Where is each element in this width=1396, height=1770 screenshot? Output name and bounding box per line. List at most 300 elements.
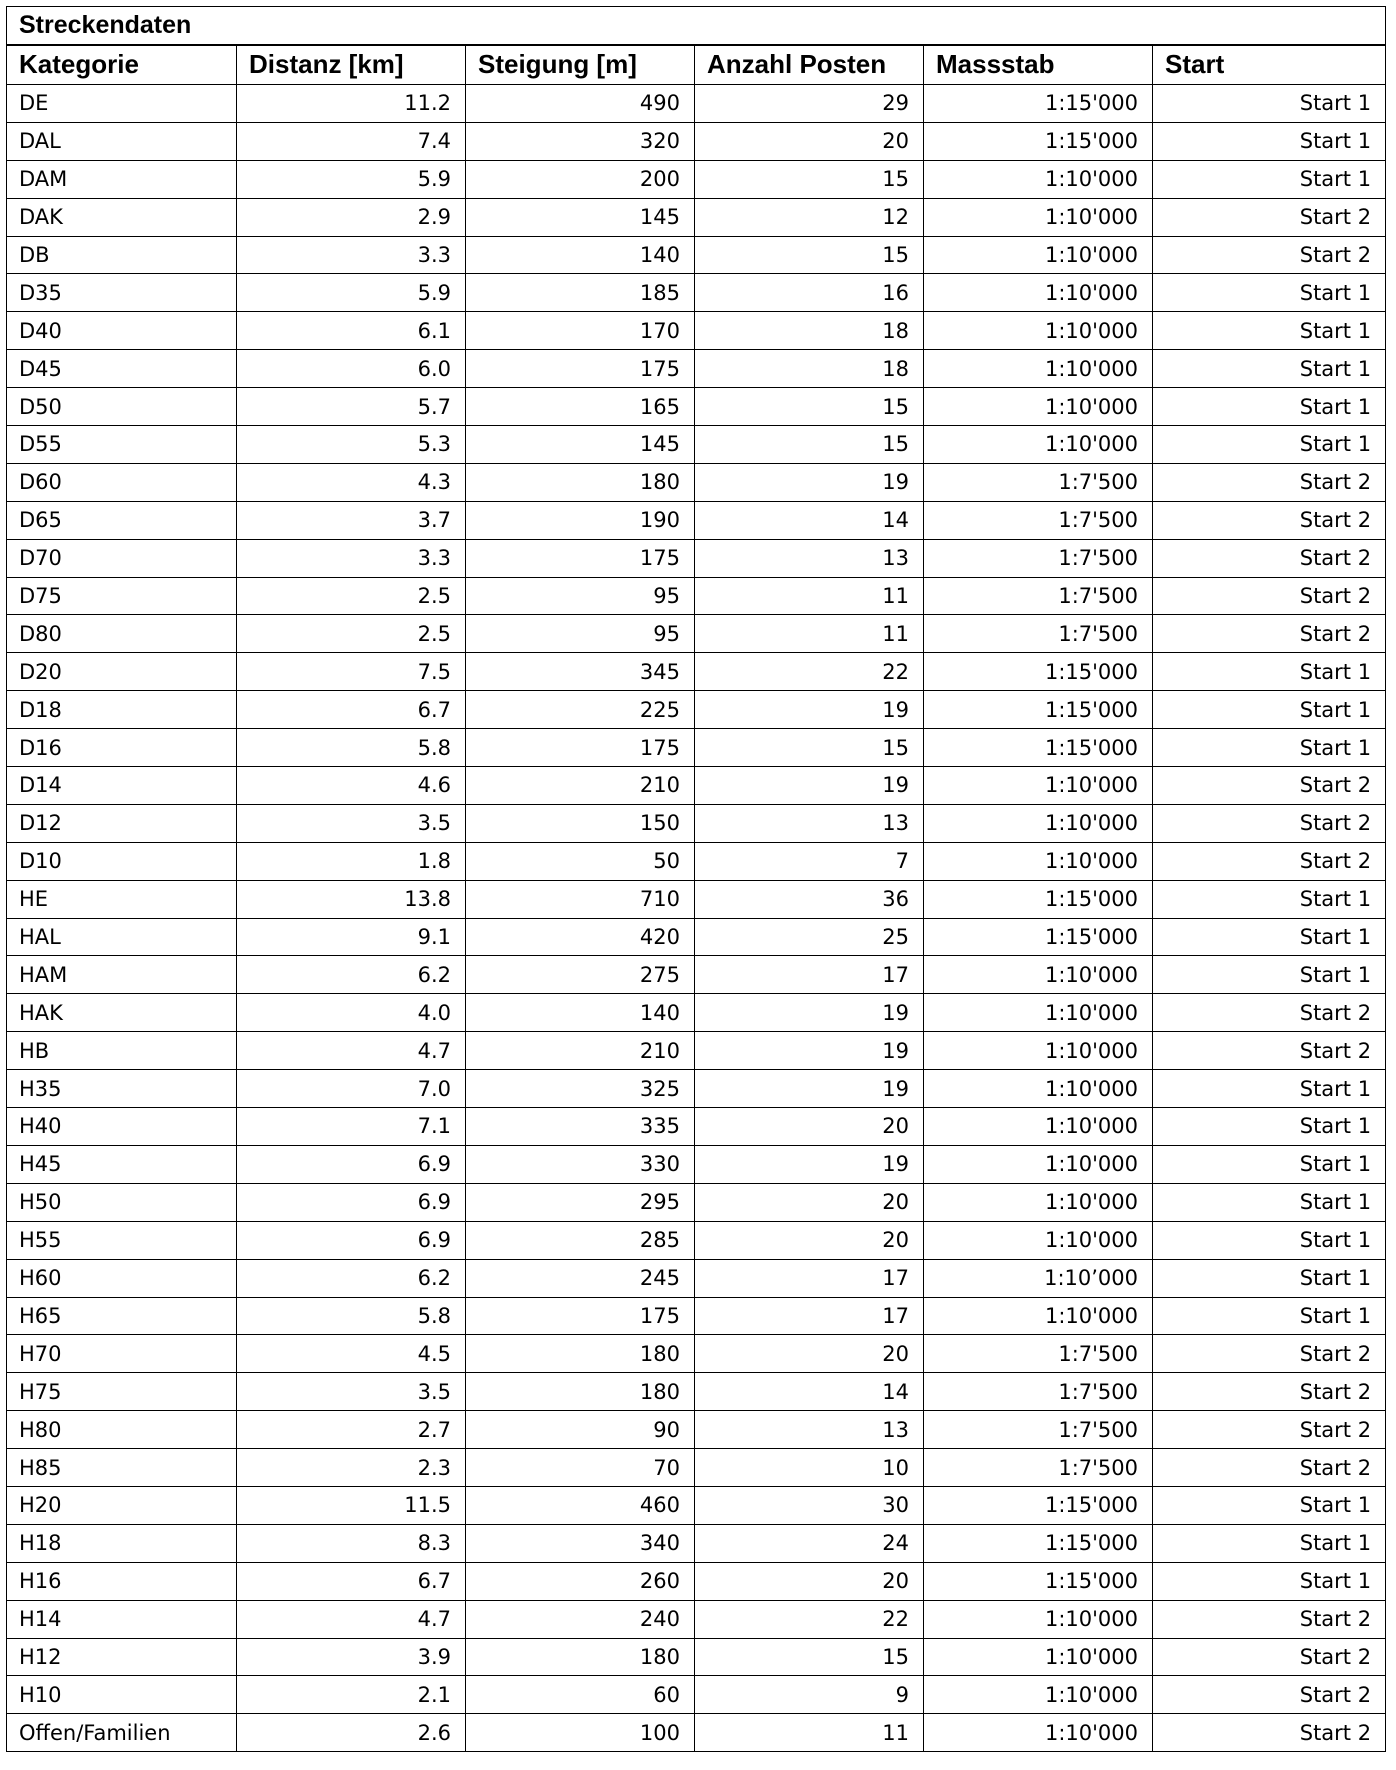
cell-climb: 170 <box>466 312 695 350</box>
cell-start: Start 1 <box>1153 388 1386 426</box>
cell-scale: 1:10'000 <box>924 1600 1153 1638</box>
cell-climb: 140 <box>466 236 695 274</box>
cell-scale: 1:7'500 <box>924 615 1153 653</box>
cell-distance: 9.1 <box>237 918 466 956</box>
cell-climb: 95 <box>466 615 695 653</box>
cell-scale: 1:10'000 <box>924 274 1153 312</box>
cell-distance: 6.9 <box>237 1221 466 1259</box>
table-row <box>7 1259 1386 1297</box>
cell-climb: 60 <box>466 1676 695 1714</box>
cell-category: D45 <box>7 350 237 388</box>
column-header-start: Start <box>1153 45 1386 85</box>
cell-climb: 225 <box>466 691 695 729</box>
table-row <box>7 691 1386 729</box>
table-row <box>7 1449 1386 1487</box>
table-row <box>7 501 1386 539</box>
cell-distance: 2.5 <box>237 615 466 653</box>
table-row <box>7 880 1386 918</box>
cell-climb: 285 <box>466 1221 695 1259</box>
cell-distance: 3.7 <box>237 501 466 539</box>
cell-climb: 295 <box>466 1183 695 1221</box>
cell-start: Start 1 <box>1153 274 1386 312</box>
cell-scale: 1:10'000 <box>924 160 1153 198</box>
cell-start: Start 1 <box>1153 729 1386 767</box>
cell-distance: 2.6 <box>237 1714 466 1752</box>
cell-climb: 275 <box>466 956 695 994</box>
title-row <box>7 7 1386 45</box>
cell-climb: 140 <box>466 994 695 1032</box>
cell-scale: 1:10'000 <box>924 767 1153 805</box>
cell-climb: 320 <box>466 122 695 160</box>
cell-controls: 9 <box>695 1676 924 1714</box>
cell-distance: 5.8 <box>237 1297 466 1335</box>
cell-controls: 13 <box>695 804 924 842</box>
cell-start: Start 1 <box>1153 918 1386 956</box>
table-row <box>7 956 1386 994</box>
cell-controls: 15 <box>695 160 924 198</box>
table-row <box>7 539 1386 577</box>
cell-climb: 185 <box>466 274 695 312</box>
cell-controls: 13 <box>695 539 924 577</box>
cell-scale: 1:15'000 <box>924 1486 1153 1524</box>
cell-start: Start 2 <box>1153 1676 1386 1714</box>
cell-climb: 50 <box>466 842 695 880</box>
cell-category: DAL <box>7 122 237 160</box>
cell-scale: 1:10'000 <box>924 1108 1153 1146</box>
cell-scale: 1:10'000 <box>924 1070 1153 1108</box>
cell-distance: 4.0 <box>237 994 466 1032</box>
cell-scale: 1:10'000 <box>924 842 1153 880</box>
cell-controls: 7 <box>695 842 924 880</box>
column-header-category: Kategorie <box>7 45 237 85</box>
cell-start: Start 1 <box>1153 653 1386 691</box>
cell-category: D35 <box>7 274 237 312</box>
cell-controls: 20 <box>695 1335 924 1373</box>
cell-distance: 3.5 <box>237 804 466 842</box>
cell-distance: 6.2 <box>237 1259 466 1297</box>
table-row <box>7 388 1386 426</box>
table-row <box>7 122 1386 160</box>
cell-start: Start 2 <box>1153 198 1386 236</box>
table-row <box>7 198 1386 236</box>
cell-scale: 1:10’000 <box>924 1259 1153 1297</box>
cell-scale: 1:10'000 <box>924 1183 1153 1221</box>
cell-climb: 165 <box>466 388 695 426</box>
cell-start: Start 1 <box>1153 880 1386 918</box>
column-header-scale: Massstab <box>924 45 1153 85</box>
cell-controls: 12 <box>695 198 924 236</box>
cell-controls: 36 <box>695 880 924 918</box>
cell-climb: 210 <box>466 1032 695 1070</box>
cell-climb: 70 <box>466 1449 695 1487</box>
cell-scale: 1:10'000 <box>924 1145 1153 1183</box>
table-row <box>7 1297 1386 1335</box>
cell-category: H18 <box>7 1524 237 1562</box>
cell-climb: 145 <box>466 426 695 464</box>
cell-category: H40 <box>7 1108 237 1146</box>
cell-distance: 6.7 <box>237 691 466 729</box>
cell-controls: 20 <box>695 122 924 160</box>
cell-category: H80 <box>7 1411 237 1449</box>
cell-scale: 1:15'000 <box>924 691 1153 729</box>
cell-climb: 175 <box>466 1297 695 1335</box>
cell-climb: 190 <box>466 501 695 539</box>
cell-start: Start 2 <box>1153 1449 1386 1487</box>
cell-controls: 10 <box>695 1449 924 1487</box>
table-row <box>7 729 1386 767</box>
cell-category: H14 <box>7 1600 237 1638</box>
cell-start: Start 2 <box>1153 1032 1386 1070</box>
cell-category: D80 <box>7 615 237 653</box>
cell-scale: 1:7'500 <box>924 1373 1153 1411</box>
cell-scale: 1:10'000 <box>924 1032 1153 1070</box>
table-row <box>7 1638 1386 1676</box>
cell-distance: 11.2 <box>237 85 466 123</box>
cell-category: HAM <box>7 956 237 994</box>
cell-distance: 7.5 <box>237 653 466 691</box>
cell-category: D50 <box>7 388 237 426</box>
cell-category: D55 <box>7 426 237 464</box>
table-row <box>7 274 1386 312</box>
cell-controls: 14 <box>695 501 924 539</box>
table-row <box>7 350 1386 388</box>
cell-controls: 19 <box>695 767 924 805</box>
cell-controls: 30 <box>695 1486 924 1524</box>
cell-category: D10 <box>7 842 237 880</box>
cell-scale: 1:10'000 <box>924 804 1153 842</box>
cell-distance: 13.8 <box>237 880 466 918</box>
cell-controls: 19 <box>695 1145 924 1183</box>
cell-distance: 5.9 <box>237 274 466 312</box>
cell-distance: 4.3 <box>237 463 466 501</box>
cell-climb: 175 <box>466 350 695 388</box>
table-row <box>7 312 1386 350</box>
cell-climb: 90 <box>466 1411 695 1449</box>
cell-climb: 95 <box>466 577 695 615</box>
cell-climb: 180 <box>466 1335 695 1373</box>
cell-start: Start 1 <box>1153 85 1386 123</box>
cell-scale: 1:7'500 <box>924 1449 1153 1487</box>
cell-controls: 11 <box>695 615 924 653</box>
cell-category: H50 <box>7 1183 237 1221</box>
cell-controls: 20 <box>695 1183 924 1221</box>
cell-category: H12 <box>7 1638 237 1676</box>
cell-start: Start 1 <box>1153 1183 1386 1221</box>
cell-distance: 6.9 <box>237 1183 466 1221</box>
cell-category: D18 <box>7 691 237 729</box>
table-row <box>7 994 1386 1032</box>
cell-category: D60 <box>7 463 237 501</box>
cell-controls: 15 <box>695 388 924 426</box>
cell-scale: 1:7'500 <box>924 539 1153 577</box>
cell-start: Start 1 <box>1153 1070 1386 1108</box>
cell-start: Start 1 <box>1153 1145 1386 1183</box>
cell-climb: 180 <box>466 463 695 501</box>
cell-start: Start 2 <box>1153 1638 1386 1676</box>
cell-distance: 7.0 <box>237 1070 466 1108</box>
table-row <box>7 767 1386 805</box>
cell-scale: 1:7'500 <box>924 501 1153 539</box>
cell-start: Start 1 <box>1153 1108 1386 1146</box>
table-row <box>7 615 1386 653</box>
cell-scale: 1:15'000 <box>924 122 1153 160</box>
cell-distance: 6.7 <box>237 1562 466 1600</box>
cell-climb: 345 <box>466 653 695 691</box>
cell-category: D65 <box>7 501 237 539</box>
cell-distance: 6.2 <box>237 956 466 994</box>
cell-distance: 2.1 <box>237 1676 466 1714</box>
cell-climb: 260 <box>466 1562 695 1600</box>
cell-climb: 180 <box>466 1638 695 1676</box>
cell-category: Offen/Familien <box>7 1714 237 1752</box>
cell-distance: 5.3 <box>237 426 466 464</box>
cell-scale: 1:7'500 <box>924 463 1153 501</box>
cell-climb: 145 <box>466 198 695 236</box>
cell-scale: 1:15'000 <box>924 653 1153 691</box>
table-row <box>7 1183 1386 1221</box>
table-row <box>7 842 1386 880</box>
cell-start: Start 2 <box>1153 994 1386 1032</box>
table-row <box>7 1335 1386 1373</box>
table-row <box>7 1070 1386 1108</box>
cell-controls: 20 <box>695 1562 924 1600</box>
cell-start: Start 2 <box>1153 1373 1386 1411</box>
cell-scale: 1:10'000 <box>924 312 1153 350</box>
cell-climb: 710 <box>466 880 695 918</box>
table-row <box>7 160 1386 198</box>
table-row <box>7 1562 1386 1600</box>
cell-scale: 1:10'000 <box>924 1638 1153 1676</box>
cell-distance: 4.7 <box>237 1032 466 1070</box>
cell-category: HAL <box>7 918 237 956</box>
cell-category: D14 <box>7 767 237 805</box>
cell-scale: 1:10'000 <box>924 388 1153 426</box>
cell-start: Start 1 <box>1153 312 1386 350</box>
cell-climb: 150 <box>466 804 695 842</box>
cell-distance: 7.4 <box>237 122 466 160</box>
cell-category: H85 <box>7 1449 237 1487</box>
cell-category: DB <box>7 236 237 274</box>
cell-controls: 11 <box>695 577 924 615</box>
cell-start: Start 1 <box>1153 1524 1386 1562</box>
cell-start: Start 1 <box>1153 1562 1386 1600</box>
cell-climb: 240 <box>466 1600 695 1638</box>
cell-category: DAM <box>7 160 237 198</box>
cell-scale: 1:15'000 <box>924 85 1153 123</box>
cell-distance: 2.5 <box>237 577 466 615</box>
cell-category: H35 <box>7 1070 237 1108</box>
cell-start: Start 1 <box>1153 1486 1386 1524</box>
cell-category: DAK <box>7 198 237 236</box>
cell-climb: 200 <box>466 160 695 198</box>
cell-scale: 1:15'000 <box>924 1562 1153 1600</box>
cell-start: Start 2 <box>1153 1714 1386 1752</box>
cell-start: Start 2 <box>1153 1335 1386 1373</box>
cell-controls: 19 <box>695 1070 924 1108</box>
cell-controls: 19 <box>695 994 924 1032</box>
cell-distance: 6.9 <box>237 1145 466 1183</box>
cell-category: H20 <box>7 1486 237 1524</box>
cell-category: HAK <box>7 994 237 1032</box>
cell-controls: 13 <box>695 1411 924 1449</box>
cell-controls: 18 <box>695 312 924 350</box>
cell-category: H10 <box>7 1676 237 1714</box>
cell-category: D16 <box>7 729 237 767</box>
cell-controls: 17 <box>695 956 924 994</box>
cell-distance: 4.5 <box>237 1335 466 1373</box>
cell-distance: 2.3 <box>237 1449 466 1487</box>
cell-scale: 1:7'500 <box>924 1411 1153 1449</box>
cell-climb: 490 <box>466 85 695 123</box>
header-row <box>7 45 1386 85</box>
cell-climb: 330 <box>466 1145 695 1183</box>
cell-climb: 325 <box>466 1070 695 1108</box>
cell-start: Start 1 <box>1153 1297 1386 1335</box>
cell-distance: 2.9 <box>237 198 466 236</box>
cell-controls: 25 <box>695 918 924 956</box>
table-title: Streckendaten <box>7 7 1386 45</box>
cell-category: D70 <box>7 539 237 577</box>
table-row <box>7 653 1386 691</box>
cell-distance: 3.3 <box>237 236 466 274</box>
cell-controls: 19 <box>695 463 924 501</box>
cell-category: H60 <box>7 1259 237 1297</box>
cell-category: D40 <box>7 312 237 350</box>
cell-start: Start 1 <box>1153 426 1386 464</box>
table-row <box>7 1411 1386 1449</box>
cell-start: Start 2 <box>1153 767 1386 805</box>
cell-climb: 180 <box>466 1373 695 1411</box>
cell-controls: 20 <box>695 1108 924 1146</box>
cell-controls: 20 <box>695 1221 924 1259</box>
cell-controls: 22 <box>695 1600 924 1638</box>
cell-category: D12 <box>7 804 237 842</box>
cell-start: Start 2 <box>1153 1600 1386 1638</box>
cell-category: HE <box>7 880 237 918</box>
table-row <box>7 1600 1386 1638</box>
cell-scale: 1:15'000 <box>924 880 1153 918</box>
cell-distance: 11.5 <box>237 1486 466 1524</box>
cell-start: Start 2 <box>1153 842 1386 880</box>
cell-category: H55 <box>7 1221 237 1259</box>
cell-scale: 1:10'000 <box>924 994 1153 1032</box>
table-row <box>7 1221 1386 1259</box>
cell-controls: 18 <box>695 350 924 388</box>
table-row <box>7 463 1386 501</box>
cell-start: Start 2 <box>1153 1411 1386 1449</box>
cell-controls: 29 <box>695 85 924 123</box>
cell-category: HB <box>7 1032 237 1070</box>
cell-distance: 6.1 <box>237 312 466 350</box>
column-header-climb: Steigung [m] <box>466 45 695 85</box>
cell-controls: 16 <box>695 274 924 312</box>
cell-distance: 6.0 <box>237 350 466 388</box>
cell-start: Start 2 <box>1153 539 1386 577</box>
cell-start: Start 2 <box>1153 615 1386 653</box>
cell-controls: 14 <box>695 1373 924 1411</box>
cell-start: Start 1 <box>1153 350 1386 388</box>
cell-distance: 8.3 <box>237 1524 466 1562</box>
cell-category: H65 <box>7 1297 237 1335</box>
cell-distance: 4.6 <box>237 767 466 805</box>
cell-category: H75 <box>7 1373 237 1411</box>
table-body <box>7 85 1386 1752</box>
cell-controls: 15 <box>695 236 924 274</box>
cell-scale: 1:10'000 <box>924 1676 1153 1714</box>
cell-controls: 15 <box>695 426 924 464</box>
cell-scale: 1:10'000 <box>924 350 1153 388</box>
column-header-controls: Anzahl Posten <box>695 45 924 85</box>
cell-controls: 19 <box>695 691 924 729</box>
cell-controls: 22 <box>695 653 924 691</box>
cell-start: Start 1 <box>1153 122 1386 160</box>
table-row <box>7 804 1386 842</box>
cell-climb: 175 <box>466 539 695 577</box>
table-row <box>7 1524 1386 1562</box>
cell-scale: 1:10'000 <box>924 426 1153 464</box>
cell-start: Start 1 <box>1153 691 1386 729</box>
cell-climb: 335 <box>466 1108 695 1146</box>
table-row <box>7 1714 1386 1752</box>
cell-climb: 420 <box>466 918 695 956</box>
cell-scale: 1:10'000 <box>924 1297 1153 1335</box>
cell-scale: 1:15'000 <box>924 918 1153 956</box>
table-row <box>7 1145 1386 1183</box>
course-data-table <box>6 6 1386 1752</box>
cell-distance: 3.5 <box>237 1373 466 1411</box>
cell-distance: 5.9 <box>237 160 466 198</box>
cell-start: Start 2 <box>1153 804 1386 842</box>
cell-climb: 100 <box>466 1714 695 1752</box>
cell-scale: 1:10'000 <box>924 236 1153 274</box>
cell-controls: 11 <box>695 1714 924 1752</box>
cell-start: Start 1 <box>1153 160 1386 198</box>
cell-distance: 3.9 <box>237 1638 466 1676</box>
cell-controls: 17 <box>695 1259 924 1297</box>
cell-distance: 3.3 <box>237 539 466 577</box>
cell-category: H16 <box>7 1562 237 1600</box>
cell-scale: 1:10'000 <box>924 956 1153 994</box>
cell-start: Start 1 <box>1153 1259 1386 1297</box>
cell-start: Start 2 <box>1153 577 1386 615</box>
table-row <box>7 1108 1386 1146</box>
cell-distance: 5.7 <box>237 388 466 426</box>
cell-category: DE <box>7 85 237 123</box>
table-row <box>7 1373 1386 1411</box>
cell-distance: 4.7 <box>237 1600 466 1638</box>
table-row <box>7 1676 1386 1714</box>
cell-controls: 15 <box>695 1638 924 1676</box>
cell-category: H70 <box>7 1335 237 1373</box>
cell-start: Start 1 <box>1153 956 1386 994</box>
cell-category: H45 <box>7 1145 237 1183</box>
table-row <box>7 918 1386 956</box>
cell-climb: 460 <box>466 1486 695 1524</box>
cell-scale: 1:10'000 <box>924 1221 1153 1259</box>
cell-category: D75 <box>7 577 237 615</box>
cell-climb: 210 <box>466 767 695 805</box>
cell-scale: 1:15'000 <box>924 729 1153 767</box>
table-row <box>7 1032 1386 1070</box>
cell-scale: 1:15'000 <box>924 1524 1153 1562</box>
table-row <box>7 426 1386 464</box>
cell-controls: 19 <box>695 1032 924 1070</box>
cell-scale: 1:10'000 <box>924 198 1153 236</box>
course-data-sheet <box>6 6 1385 1752</box>
table-row <box>7 1486 1386 1524</box>
cell-distance: 5.8 <box>237 729 466 767</box>
cell-start: Start 2 <box>1153 501 1386 539</box>
